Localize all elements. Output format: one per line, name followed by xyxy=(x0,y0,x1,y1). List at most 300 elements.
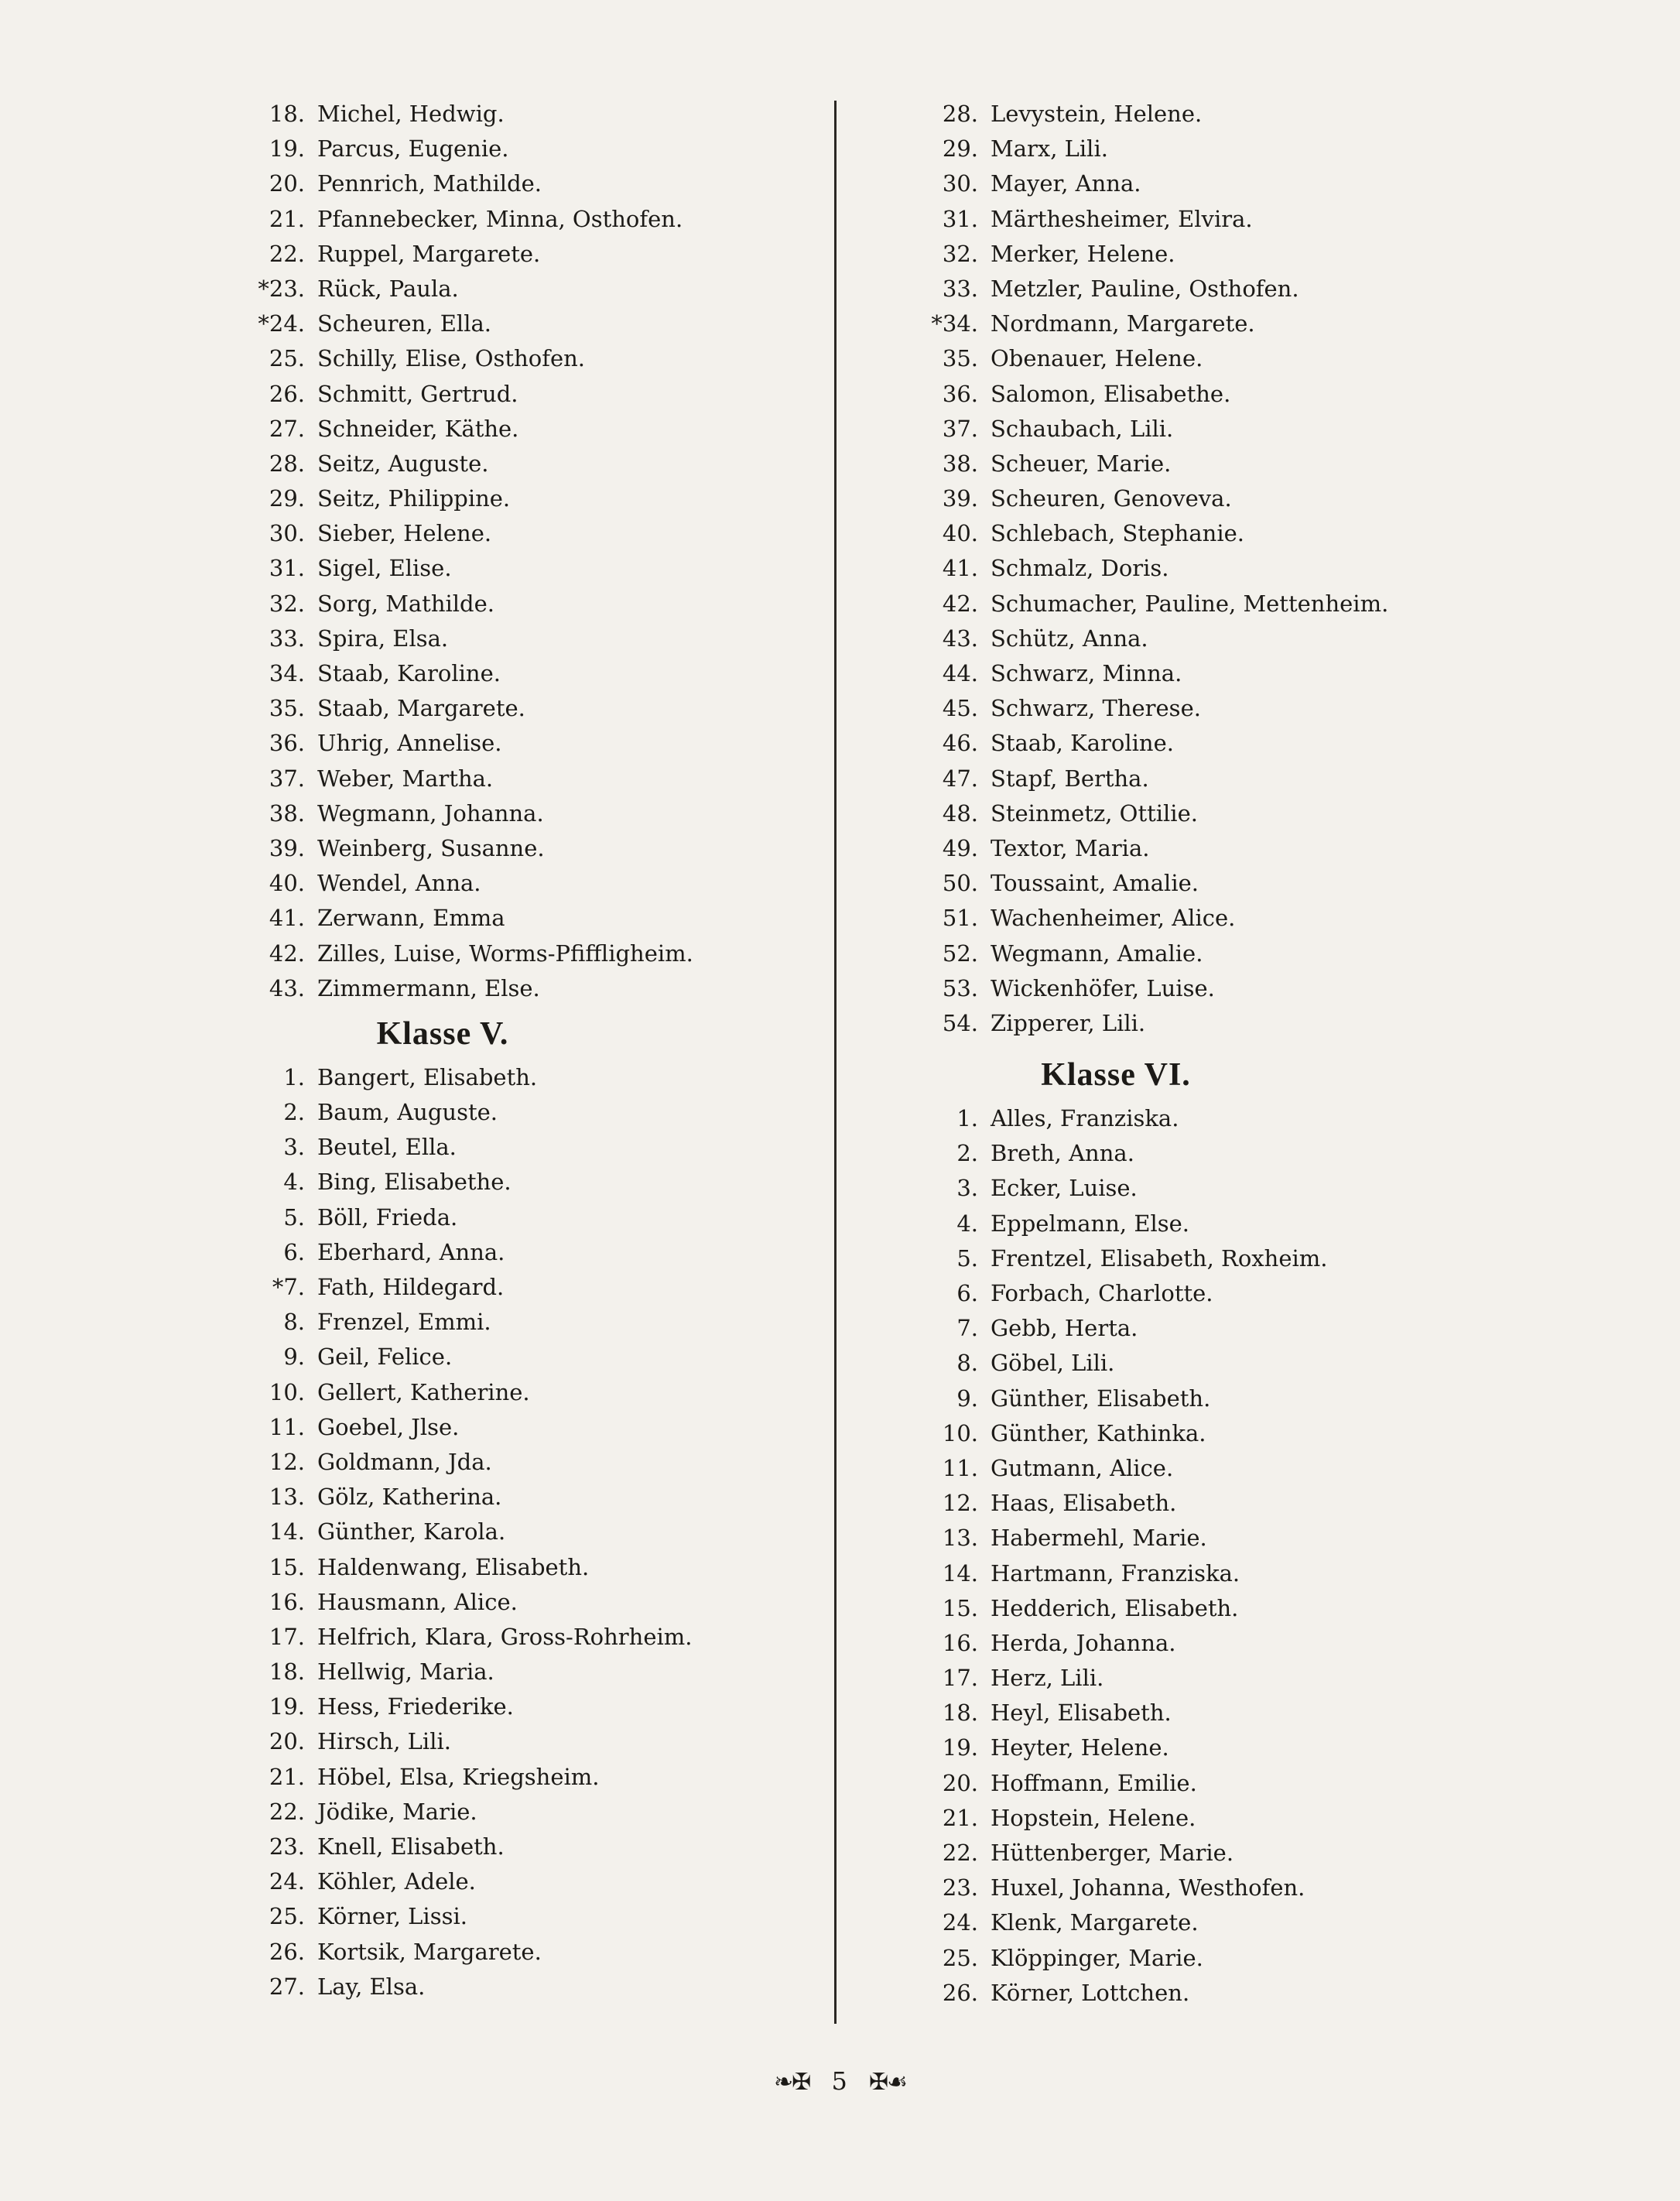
entry-name: Gölz, Katherina. xyxy=(317,1484,502,1511)
entry-number: 26. xyxy=(942,1979,978,2006)
list-item xyxy=(241,1235,814,1270)
list-item xyxy=(915,762,1487,796)
list-item xyxy=(915,341,1487,376)
entry-name: Wendel, Anna. xyxy=(317,870,481,897)
entry-name: Helfrich, Klara, Gross-Rohrheim. xyxy=(317,1623,693,1650)
entry-number: 24. xyxy=(942,1909,978,1936)
section-heading-klasse-vi: Klasse VI. xyxy=(1041,1057,1191,1094)
list-item xyxy=(241,1410,814,1445)
list-item xyxy=(241,1935,814,1970)
entry-number: *7. xyxy=(272,1274,305,1300)
entry-name: Sieber, Helene. xyxy=(317,520,492,547)
entry-name: Marx, Lili. xyxy=(991,135,1108,163)
entry-name: Scheuren, Ella. xyxy=(317,310,491,337)
entry-number: 40. xyxy=(269,870,305,897)
list-item xyxy=(241,1200,814,1235)
list-item xyxy=(241,1480,814,1515)
entry-name: Goldmann, Jda. xyxy=(317,1448,492,1475)
entry-name: Schumacher, Pauline, Mettenheim. xyxy=(991,590,1389,617)
list-item xyxy=(241,1305,814,1340)
list-item xyxy=(241,691,814,726)
entry-name: Weber, Martha. xyxy=(317,765,494,792)
entry-number: 32. xyxy=(942,240,978,267)
entry-name: Eberhard, Anna. xyxy=(317,1238,505,1265)
entry-number: 23. xyxy=(942,1874,978,1901)
list-item xyxy=(915,1416,1487,1451)
entry-name: Heyter, Helene. xyxy=(991,1734,1169,1761)
entry-name: Körner, Lissi. xyxy=(317,1903,467,1930)
entry-number: 38. xyxy=(269,799,305,827)
entry-number: 34. xyxy=(269,660,305,686)
list-item xyxy=(915,237,1487,272)
entry-name: Märthesheimer, Elvira. xyxy=(991,205,1253,232)
right-bottom-list xyxy=(915,1101,1487,2011)
entry-number: 28. xyxy=(269,450,305,477)
list-item xyxy=(915,1836,1487,1871)
list-item xyxy=(915,1521,1487,1556)
list-item xyxy=(915,551,1487,586)
entry-name: Haas, Elisabeth. xyxy=(991,1490,1177,1517)
entry-number: 20. xyxy=(942,1769,978,1796)
list-item xyxy=(241,97,814,132)
entry-name: Breth, Anna. xyxy=(991,1140,1134,1167)
list-item xyxy=(915,1171,1487,1206)
entry-number: 19. xyxy=(269,1693,305,1720)
list-item xyxy=(241,1620,814,1655)
entry-number: *24. xyxy=(258,310,305,337)
entry-number: 9. xyxy=(283,1344,305,1371)
entry-number: 2. xyxy=(956,1140,978,1167)
entry-name: Böll, Frieda. xyxy=(317,1203,458,1231)
list-item xyxy=(241,1830,814,1864)
entry-name: Höbel, Elsa, Kriegsheim. xyxy=(317,1763,600,1790)
entry-name: Frenzel, Emmi. xyxy=(317,1309,491,1336)
entry-name: Metzler, Pauline, Osthofen. xyxy=(991,275,1299,302)
entry-name: Fath, Hildegard. xyxy=(317,1274,505,1300)
entry-number: 20. xyxy=(269,1728,305,1755)
entry-number: 31. xyxy=(269,555,305,582)
list-item xyxy=(915,831,1487,866)
entry-name: Eppelmann, Else. xyxy=(991,1210,1190,1237)
entry-number: 19. xyxy=(269,135,305,163)
entry-name: Parcus, Eugenie. xyxy=(317,135,509,163)
entry-number: 46. xyxy=(942,730,978,757)
entry-number: 36. xyxy=(942,380,978,407)
list-item xyxy=(915,1976,1487,2011)
list-item xyxy=(915,1696,1487,1730)
entry-name: Knell, Elisabeth. xyxy=(317,1833,505,1860)
list-item xyxy=(241,1340,814,1374)
entry-name: Merker, Helene. xyxy=(991,240,1175,267)
list-item xyxy=(241,237,814,272)
entry-name: Nordmann, Margarete. xyxy=(991,310,1255,337)
entry-name: Staab, Karoline. xyxy=(317,660,501,686)
entry-number: 3. xyxy=(956,1175,978,1202)
entry-name: Ecker, Luise. xyxy=(991,1175,1138,1202)
section-heading-klasse-v: Klasse V. xyxy=(376,1015,509,1052)
entry-number: 30. xyxy=(942,170,978,197)
entry-name: Herda, Johanna. xyxy=(991,1629,1176,1656)
entry-name: Zipperer, Lili. xyxy=(991,1009,1146,1036)
entry-number: 52. xyxy=(942,940,978,967)
entry-name: Bangert, Elisabeth. xyxy=(317,1063,538,1090)
list-item xyxy=(915,412,1487,447)
list-item xyxy=(241,1795,814,1830)
entry-number: 20. xyxy=(269,170,305,197)
entry-name: Günther, Karola. xyxy=(317,1518,506,1545)
entry-name: Baum, Auguste. xyxy=(317,1099,498,1126)
entry-number: 11. xyxy=(269,1413,305,1440)
entry-number: 16. xyxy=(942,1629,978,1656)
entry-name: Haldenwang, Elisabeth. xyxy=(317,1553,590,1580)
entry-name: Klöppinger, Marie. xyxy=(991,1944,1203,1971)
list-item xyxy=(241,656,814,691)
entry-name: Hartmann, Franziska. xyxy=(991,1559,1240,1587)
list-item xyxy=(241,1655,814,1689)
entry-number: 47. xyxy=(942,765,978,792)
list-item xyxy=(241,726,814,761)
list-item xyxy=(241,132,814,166)
list-item xyxy=(241,1864,814,1899)
entry-number: 13. xyxy=(269,1484,305,1511)
entry-name: Spira, Elsa. xyxy=(317,625,449,652)
entry-name: Hedderich, Elisabeth. xyxy=(991,1594,1239,1621)
entry-name: Habermehl, Marie. xyxy=(991,1525,1207,1552)
list-item xyxy=(915,1486,1487,1521)
entry-name: Zimmermann, Else. xyxy=(317,974,540,1001)
list-item xyxy=(241,1375,814,1410)
list-item xyxy=(915,306,1487,341)
entry-name: Salomon, Elisabethe. xyxy=(991,380,1231,407)
list-item xyxy=(241,1095,814,1130)
entry-name: Hausmann, Alice. xyxy=(317,1588,518,1615)
entry-name: Schütz, Anna. xyxy=(991,625,1148,652)
entry-number: 18. xyxy=(269,1658,305,1686)
entry-name: Uhrig, Annelise. xyxy=(317,730,502,757)
list-item xyxy=(915,1661,1487,1696)
list-item xyxy=(915,272,1487,306)
list-item xyxy=(915,1905,1487,1940)
entry-number: 32. xyxy=(269,590,305,617)
list-item xyxy=(915,1766,1487,1801)
entry-number: 43. xyxy=(942,625,978,652)
list-item xyxy=(241,412,814,447)
list-item xyxy=(241,1550,814,1585)
list-item xyxy=(241,481,814,516)
entry-number: 3. xyxy=(283,1134,305,1161)
entry-number: 43. xyxy=(269,974,305,1001)
entry-number: 19. xyxy=(942,1734,978,1761)
entry-number: 7. xyxy=(956,1315,978,1342)
entry-name: Obenauer, Helene. xyxy=(991,345,1203,372)
entry-name: Zerwann, Emma xyxy=(317,905,505,932)
list-item xyxy=(241,166,814,201)
list-item xyxy=(241,1585,814,1620)
list-item xyxy=(241,587,814,621)
entry-name: Levystein, Helene. xyxy=(991,101,1203,127)
entry-name: Textor, Maria. xyxy=(991,834,1150,861)
entry-name: Beutel, Ella. xyxy=(317,1134,457,1161)
entry-number: 42. xyxy=(269,940,305,967)
list-item xyxy=(241,796,814,831)
entry-name: Klenk, Margarete. xyxy=(991,1909,1199,1936)
list-item xyxy=(915,796,1487,831)
list-item xyxy=(241,551,814,586)
entry-name: Lay, Elsa. xyxy=(317,1973,426,2000)
entry-name: Scheuren, Genoveva. xyxy=(991,485,1232,512)
entry-name: Steinmetz, Ottilie. xyxy=(991,799,1198,827)
list-item xyxy=(241,621,814,656)
entry-number: 40. xyxy=(942,520,978,547)
list-item xyxy=(241,306,814,341)
list-item xyxy=(915,1241,1487,1276)
entry-number: 48. xyxy=(942,799,978,827)
list-item xyxy=(915,936,1487,971)
list-item xyxy=(241,516,814,551)
entry-name: Weinberg, Susanne. xyxy=(317,834,545,861)
entry-number: 6. xyxy=(283,1238,305,1265)
entry-name: Hopstein, Helene. xyxy=(991,1804,1196,1831)
entry-name: Toussaint, Amalie. xyxy=(991,870,1199,897)
entry-number: *34. xyxy=(931,310,978,337)
entry-number: 21. xyxy=(269,1763,305,1790)
left-bottom-list xyxy=(241,1060,814,2004)
list-item xyxy=(241,202,814,237)
entry-name: Gellert, Katherine. xyxy=(317,1378,530,1405)
ornament-left-icon: ❧✠ xyxy=(773,2069,810,2096)
entry-number: 41. xyxy=(942,555,978,582)
list-item xyxy=(915,1871,1487,1905)
entry-number: 21. xyxy=(269,205,305,232)
entry-name: Pfannebecker, Minna, Osthofen. xyxy=(317,205,683,232)
entry-number: 45. xyxy=(942,695,978,722)
entry-number: 10. xyxy=(942,1419,978,1446)
entry-number: 21. xyxy=(942,1804,978,1831)
entry-name: Geil, Felice. xyxy=(317,1344,453,1371)
entry-number: 6. xyxy=(956,1280,978,1306)
entry-name: Michel, Hedwig. xyxy=(317,101,505,127)
entry-number: 5. xyxy=(956,1244,978,1272)
column-divider xyxy=(834,101,837,2024)
list-item xyxy=(915,1381,1487,1416)
entry-number: 17. xyxy=(942,1665,978,1692)
entry-number: 17. xyxy=(269,1623,305,1650)
entry-number: 2. xyxy=(283,1099,305,1126)
entry-number: 15. xyxy=(269,1553,305,1580)
entry-number: 30. xyxy=(269,520,305,547)
entry-name: Hirsch, Lili. xyxy=(317,1728,451,1755)
list-item xyxy=(915,901,1487,936)
list-item xyxy=(915,1006,1487,1041)
entry-number: 12. xyxy=(269,1448,305,1475)
entry-number: 44. xyxy=(942,660,978,686)
entry-name: Hoffmann, Emilie. xyxy=(991,1769,1197,1796)
list-item xyxy=(915,1730,1487,1765)
entry-number: 12. xyxy=(942,1490,978,1517)
entry-number: 22. xyxy=(269,240,305,267)
list-item xyxy=(915,1136,1487,1171)
entry-number: 25. xyxy=(269,1903,305,1930)
list-item xyxy=(915,1311,1487,1346)
list-item xyxy=(915,132,1487,166)
entry-number: 14. xyxy=(269,1518,305,1545)
entry-name: Schwarz, Minna. xyxy=(991,660,1182,686)
left-column xyxy=(241,97,814,2004)
list-item xyxy=(241,341,814,376)
page-footer xyxy=(0,2066,1680,2096)
entry-number: 39. xyxy=(942,485,978,512)
list-item xyxy=(241,762,814,796)
list-item xyxy=(241,1165,814,1200)
entry-name: Wegmann, Amalie. xyxy=(991,940,1203,967)
entry-name: Schmitt, Gertrud. xyxy=(317,380,518,407)
list-item xyxy=(915,1207,1487,1241)
entry-name: Alles, Franziska. xyxy=(991,1105,1179,1132)
entry-name: Köhler, Adele. xyxy=(317,1868,476,1895)
entry-name: Günther, Kathinka. xyxy=(991,1419,1206,1446)
entry-number: 25. xyxy=(269,345,305,372)
entry-name: Rück, Paula. xyxy=(317,275,459,302)
list-item xyxy=(915,1101,1487,1136)
entry-name: Stapf, Bertha. xyxy=(991,765,1149,792)
entry-number: 35. xyxy=(942,345,978,372)
entry-number: 29. xyxy=(942,135,978,163)
right-column xyxy=(915,97,1487,2011)
entry-name: Staab, Margarete. xyxy=(317,695,525,722)
list-item xyxy=(915,691,1487,726)
entry-name: Schmalz, Doris. xyxy=(991,555,1169,582)
entry-number: 8. xyxy=(283,1309,305,1336)
entry-name: Bing, Elisabethe. xyxy=(317,1169,512,1196)
entry-name: Jödike, Marie. xyxy=(317,1798,477,1825)
entry-number: 38. xyxy=(942,450,978,477)
list-item xyxy=(915,1346,1487,1381)
entry-name: Wickenhöfer, Luise. xyxy=(991,974,1215,1001)
entry-number: 49. xyxy=(942,834,978,861)
entry-number: 13. xyxy=(942,1525,978,1552)
entry-number: 16. xyxy=(269,1588,305,1615)
entry-name: Frentzel, Elisabeth, Roxheim. xyxy=(991,1244,1328,1272)
entry-number: 1. xyxy=(283,1063,305,1090)
entry-name: Seitz, Philippine. xyxy=(317,485,511,512)
list-item xyxy=(915,202,1487,237)
entry-name: Herz, Lili. xyxy=(991,1665,1104,1692)
list-item xyxy=(915,97,1487,132)
entry-number: 1. xyxy=(956,1105,978,1132)
list-item xyxy=(241,272,814,306)
entry-number: 51. xyxy=(942,905,978,932)
entry-number: 33. xyxy=(269,625,305,652)
entry-number: 54. xyxy=(942,1009,978,1036)
entry-name: Sigel, Elise. xyxy=(317,555,452,582)
entry-number: 4. xyxy=(283,1169,305,1196)
entry-number: 5. xyxy=(283,1203,305,1231)
entry-number: 33. xyxy=(942,275,978,302)
list-item xyxy=(241,1060,814,1095)
entry-name: Kortsik, Margarete. xyxy=(317,1938,542,1965)
entry-name: Goebel, Jlse. xyxy=(317,1413,460,1440)
entry-number: 27. xyxy=(269,1973,305,2000)
list-item xyxy=(915,971,1487,1006)
entry-name: Göbel, Lili. xyxy=(991,1350,1115,1377)
entry-number: 50. xyxy=(942,870,978,897)
entry-name: Forbach, Charlotte. xyxy=(991,1280,1213,1306)
entry-name: Scheuer, Marie. xyxy=(991,450,1172,477)
list-item xyxy=(241,866,814,901)
entry-number: 53. xyxy=(942,974,978,1001)
entry-number: 35. xyxy=(269,695,305,722)
list-item xyxy=(241,1724,814,1759)
entry-number: 31. xyxy=(942,205,978,232)
entry-name: Hellwig, Maria. xyxy=(317,1658,494,1686)
list-item xyxy=(241,1130,814,1165)
entry-name: Schwarz, Therese. xyxy=(991,695,1201,722)
entry-name: Körner, Lottchen. xyxy=(991,1979,1190,2006)
entry-number: 18. xyxy=(269,101,305,127)
entry-number: 4. xyxy=(956,1210,978,1237)
entry-number: 14. xyxy=(942,1559,978,1587)
entry-name: Staab, Karoline. xyxy=(991,730,1174,757)
list-item xyxy=(915,1556,1487,1591)
entry-number: 25. xyxy=(942,1944,978,1971)
list-item xyxy=(241,1760,814,1795)
entry-name: Heyl, Elisabeth. xyxy=(991,1700,1172,1727)
list-item xyxy=(915,726,1487,761)
entry-number: 22. xyxy=(942,1840,978,1866)
entry-name: Schlebach, Stephanie. xyxy=(991,520,1244,547)
entry-number: 27. xyxy=(269,415,305,442)
entry-number: 39. xyxy=(269,834,305,861)
entry-number: 22. xyxy=(269,1798,305,1825)
entry-name: Schilly, Elise, Osthofen. xyxy=(317,345,586,372)
list-item xyxy=(915,1941,1487,1976)
entry-number: 26. xyxy=(269,1938,305,1965)
entry-number: 41. xyxy=(269,905,305,932)
entry-name: Sorg, Mathilde. xyxy=(317,590,494,617)
list-item xyxy=(241,971,814,1006)
list-item xyxy=(915,656,1487,691)
entry-name: Pennrich, Mathilde. xyxy=(317,170,542,197)
entry-number: 28. xyxy=(942,101,978,127)
list-item xyxy=(915,587,1487,621)
list-item xyxy=(241,1515,814,1549)
entry-name: Hüttenberger, Marie. xyxy=(991,1840,1234,1866)
entry-name: Schneider, Käthe. xyxy=(317,415,519,442)
list-item xyxy=(241,831,814,866)
entry-name: Hess, Friederike. xyxy=(317,1693,514,1720)
entry-number: 42. xyxy=(942,590,978,617)
list-item xyxy=(915,866,1487,901)
entry-number: 36. xyxy=(269,730,305,757)
entry-number: 24. xyxy=(269,1868,305,1895)
list-item xyxy=(241,901,814,936)
entry-number: 23. xyxy=(269,1833,305,1860)
entry-name: Gebb, Herta. xyxy=(991,1315,1138,1342)
list-item xyxy=(915,447,1487,481)
entry-number: 29. xyxy=(269,485,305,512)
entry-number: 8. xyxy=(956,1350,978,1377)
entry-name: Gutmann, Alice. xyxy=(991,1454,1174,1481)
entry-name: Zilles, Luise, Worms-Pfiffligheim. xyxy=(317,940,693,967)
entry-number: *23. xyxy=(258,275,305,302)
entry-number: 9. xyxy=(956,1385,978,1412)
entry-number: 26. xyxy=(269,380,305,407)
list-item xyxy=(915,481,1487,516)
list-item xyxy=(241,936,814,971)
list-item xyxy=(241,1445,814,1480)
list-item xyxy=(915,166,1487,201)
entry-number: 10. xyxy=(269,1378,305,1405)
